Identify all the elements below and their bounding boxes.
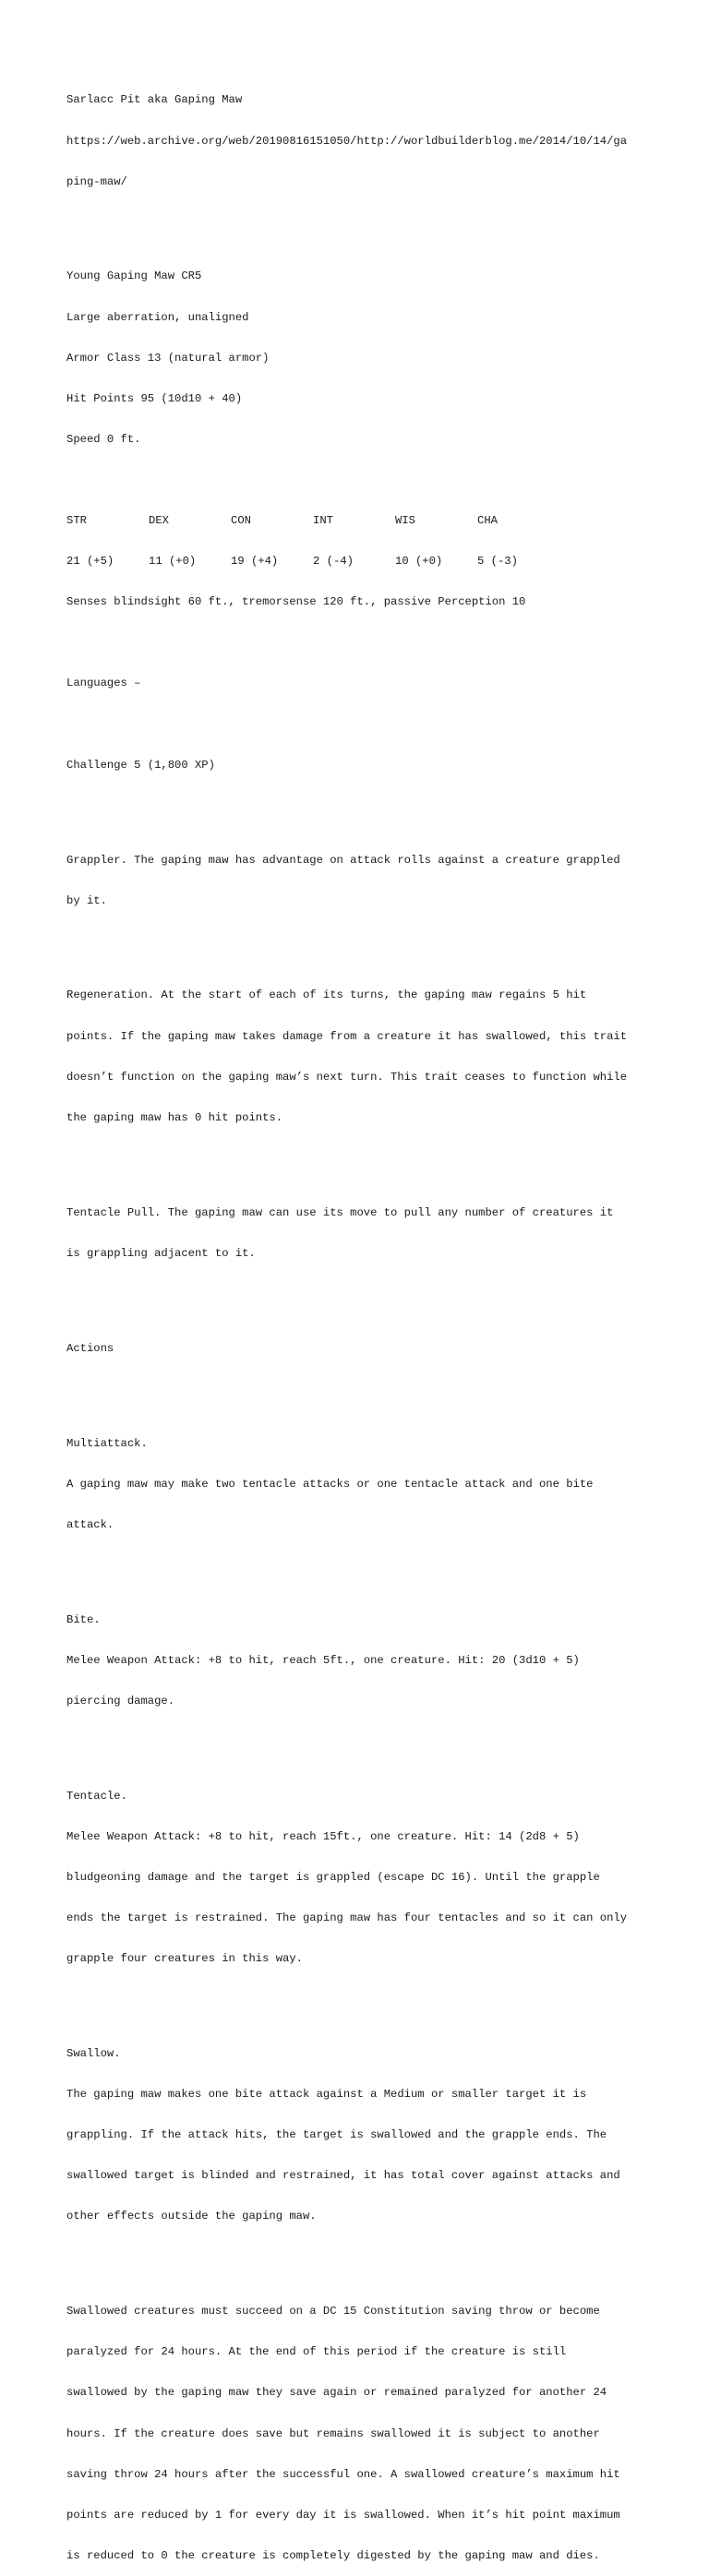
speed: Speed 0 ft. xyxy=(66,432,141,446)
action-swallow-line: grappling. If the attack hits, the target is swallowed and the grapple ends. The xyxy=(66,2128,607,2142)
source-url-line-2: ping-maw/ xyxy=(66,174,127,188)
ability-value-int: 2 (-4) xyxy=(313,555,354,569)
swallowed-rules-line: swallowed by the gaping maw they save again or remained paralyzed for another 24 xyxy=(66,2386,607,2400)
swallowed-rules-line: paralyzed for 24 hours. At the end of this period if the creature is still xyxy=(66,2345,567,2359)
ability-value-wis: 10 (+0) xyxy=(395,555,443,569)
trait-regeneration-line: doesn’t function on the gaping maw’s next turn. This trait ceases to function while xyxy=(66,1070,628,1084)
swallowed-rules-line: hours. If the creature does save but remains swallowed it is subject to another xyxy=(66,2426,600,2440)
hit-points: Hit Points 95 (10d10 + 40) xyxy=(66,391,243,405)
ability-labels-row xyxy=(66,514,657,528)
creature-type: Large aberration, unaligned xyxy=(66,310,249,324)
action-tentacle-line: ends the target is restrained. The gaping maw has four tentacles and so it can only xyxy=(66,1911,628,1924)
ability-label-int: INT xyxy=(313,514,333,528)
swallowed-rules-line: Swallowed creatures must succeed on a DC 15 Constitution saving throw or become xyxy=(66,2305,600,2318)
action-bite-line: Melee Weapon Attack: +8 to hit, reach 5ft., one creature. Hit: 20 (3d10 + 5) xyxy=(66,1653,580,1667)
trait-regeneration-line: points. If the gaping maw takes damage from a creature it has swallowed, this trait xyxy=(66,1029,628,1043)
trait-regeneration-line: the gaping maw has 0 hit points. xyxy=(66,1110,283,1124)
challenge: Challenge 5 (1,800 XP) xyxy=(66,758,215,772)
trait-grappler-line: by it. xyxy=(66,893,107,907)
ability-label-dex: DEX xyxy=(149,514,169,528)
action-multiattack-line: A gaping maw may make two tentacle attacks or one tentacle attack and one bite xyxy=(66,1477,594,1491)
action-tentacle-line: Melee Weapon Attack: +8 to hit, reach 15ft., one creature. Hit: 14 (2d8 + 5) xyxy=(66,1829,580,1843)
action-tentacle-name: Tentacle. xyxy=(66,1789,127,1803)
action-swallow-line: other effects outside the gaping maw. xyxy=(66,2210,317,2223)
action-swallow-line: swallowed target is blinded and restrained, it has total cover against attacks and xyxy=(66,2169,620,2183)
swallowed-rules-line: saving throw 24 hours after the successful one. A swallowed creature’s maximum hit xyxy=(66,2467,620,2481)
ability-label-wis: WIS xyxy=(395,514,415,528)
ability-label-con: CON xyxy=(231,514,251,528)
action-bite-line: piercing damage. xyxy=(66,1694,175,1707)
action-tentacle-line: grapple four creatures in this way. xyxy=(66,1952,303,1966)
ability-value-cha: 5 (-3) xyxy=(477,555,518,569)
ability-value-con: 19 (+4) xyxy=(231,555,279,569)
ability-label-str: STR xyxy=(66,514,87,528)
senses: Senses blindsight 60 ft., tremorsense 120 ft., passive Perception 10 xyxy=(66,595,526,609)
trait-grappler-line: Grappler. The gaping maw has advantage on attack rolls against a creature grappled xyxy=(66,853,620,867)
action-bite-name: Bite. xyxy=(66,1612,101,1626)
action-multiattack-name: Multiattack. xyxy=(66,1436,148,1450)
document-title: Sarlacc Pit aka Gaping Maw xyxy=(66,93,243,107)
armor-class: Armor Class 13 (natural armor) xyxy=(66,351,270,365)
action-swallow-name: Swallow. xyxy=(66,2046,121,2060)
source-url-line-1: https://web.archive.org/web/20190816151050/http://worldbuilderblog.me/2014/10/14/ga xyxy=(66,134,628,148)
trait-tentacle-pull-line: Tentacle Pull. The gaping maw can use its move to pull any number of creatures it xyxy=(66,1205,614,1219)
actions-heading: Actions xyxy=(66,1341,114,1355)
swallowed-rules-line: points are reduced by 1 for every day it is swallowed. When it’s hit point maximum xyxy=(66,2508,620,2522)
action-multiattack-line: attack. xyxy=(66,1517,114,1531)
trait-regeneration-line: Regeneration. At the start of each of its turns, the gaping maw regains 5 hit xyxy=(66,988,587,1002)
languages: Languages – xyxy=(66,677,141,690)
swallowed-rules-line: is reduced to 0 the creature is completely digested by the gaping maw and dies. xyxy=(66,2548,600,2562)
ability-label-cha: CHA xyxy=(477,514,498,528)
creature-name: Young Gaping Maw CR5 xyxy=(66,270,202,283)
action-swallow-line: The gaping maw makes one bite attack against a Medium or smaller target it is xyxy=(66,2088,587,2102)
ability-values-row xyxy=(66,555,657,569)
ability-value-dex: 11 (+0) xyxy=(149,555,197,569)
document-page xyxy=(66,66,657,2576)
ability-value-str: 21 (+5) xyxy=(66,555,114,569)
action-tentacle-line: bludgeoning damage and the target is grappled (escape DC 16). Until the grapple xyxy=(66,1870,600,1884)
trait-tentacle-pull-line: is grappling adjacent to it. xyxy=(66,1246,256,1260)
